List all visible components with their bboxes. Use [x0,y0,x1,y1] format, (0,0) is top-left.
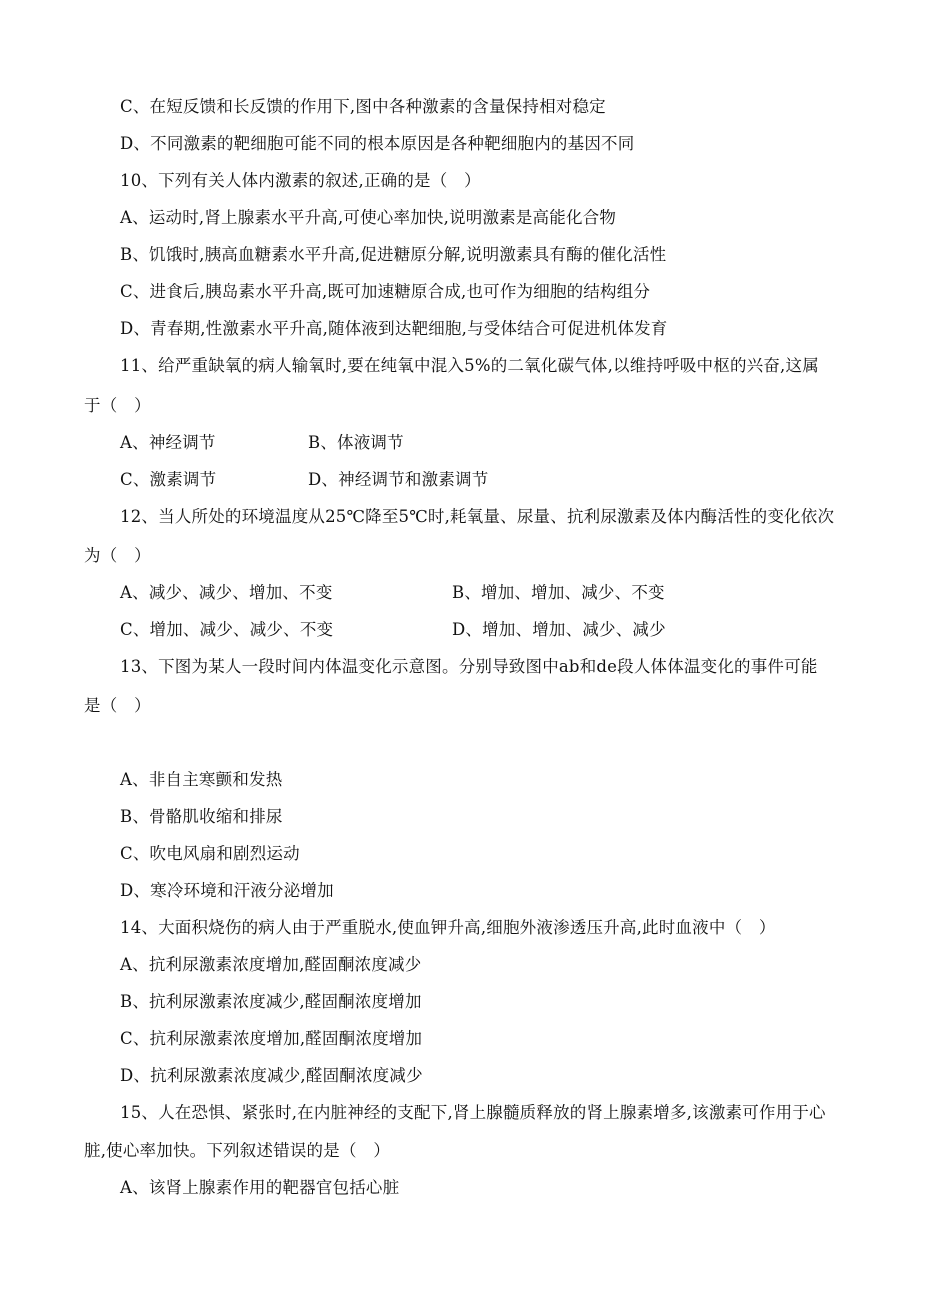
q13-stem-line2: 是（ ） [84,696,151,715]
q12-stem-line2: 为（ ） [84,546,151,565]
q13-option-c: C、吹电风扇和剧烈运动 [120,844,300,863]
q11-option-a: A、神经调节 [120,433,216,452]
q13-option-b: B、骨骼肌收缩和排尿 [120,807,283,826]
q13-stem-line1: 13、下图为某人一段时间内体温变化示意图。分别导致图中ab和de段人体体温变化的事件可能 [120,657,818,676]
q14-stem: 14、大面积烧伤的病人由于严重脱水,使血钾升高,细胞外液渗透压升高,此时血液中（ ） [120,918,776,937]
q13-option-a: A、非自主寒颤和发热 [120,770,283,789]
q10-stem: 10、下列有关人体内激素的叙述,正确的是（ ） [120,171,481,190]
q10-option-c: C、进食后,胰岛素水平升高,既可加速糖原合成,也可作为细胞的结构组分 [120,282,651,301]
q14-option-b: B、抗利尿激素浓度减少,醛固酮浓度增加 [120,992,422,1011]
q12-option-b: B、增加、增加、减少、不变 [452,583,665,602]
q15-stem-line2: 脏,使心率加快。下列叙述错误的是（ ） [84,1141,391,1160]
q12-option-d: D、增加、增加、减少、减少 [452,620,666,639]
q14-option-c: C、抗利尿激素浓度增加,醛固酮浓度增加 [120,1029,423,1048]
q9-option-c: C、在短反馈和长反馈的作用下,图中各种激素的含量保持相对稳定 [120,97,606,116]
q12-stem-line1: 12、当人所处的环境温度从25℃降至5℃时,耗氧量、尿量、抗利尿激素及体内酶活性的变化依次 [120,507,835,526]
q10-option-a: A、运动时,肾上腺素水平升高,可使心率加快,说明激素是高能化合物 [120,208,617,227]
q12-option-c: C、增加、减少、减少、不变 [120,620,334,639]
q14-option-a: A、抗利尿激素浓度增加,醛固酮浓度减少 [120,955,422,974]
q12-option-a: A、减少、减少、增加、不变 [120,583,333,602]
q11-option-c: C、激素调节 [120,470,217,489]
q11-option-d: D、神经调节和激素调节 [308,470,489,489]
q11-stem-line2: 于（ ） [84,396,151,415]
q13-option-d: D、寒冷环境和汗液分泌增加 [120,881,334,900]
q10-option-d: D、青春期,性激素水平升高,随体液到达靶细胞,与受体结合可促进机体发育 [120,319,668,338]
q15-option-a: A、该肾上腺素作用的靶器官包括心脏 [120,1178,400,1197]
q14-option-d: D、抗利尿激素浓度减少,醛固酮浓度减少 [120,1066,423,1085]
q15-stem-line1: 15、人在恐惧、紧张时,在内脏神经的支配下,肾上腺髓质释放的肾上腺素增多,该激素可作用于心 [120,1103,826,1122]
q11-stem-line1: 11、给严重缺氧的病人输氧时,要在纯氧中混入5%的二氧化碳气体,以维持呼吸中枢的兴奋,这属 [120,356,819,375]
q9-option-d: D、不同激素的靶细胞可能不同的根本原因是各种靶细胞内的基因不同 [120,134,635,153]
q10-option-b: B、饥饿时,胰高血糖素水平升高,促进糖原分解,说明激素具有酶的催化活性 [120,245,667,264]
q11-option-b: B、体液调节 [308,433,404,452]
